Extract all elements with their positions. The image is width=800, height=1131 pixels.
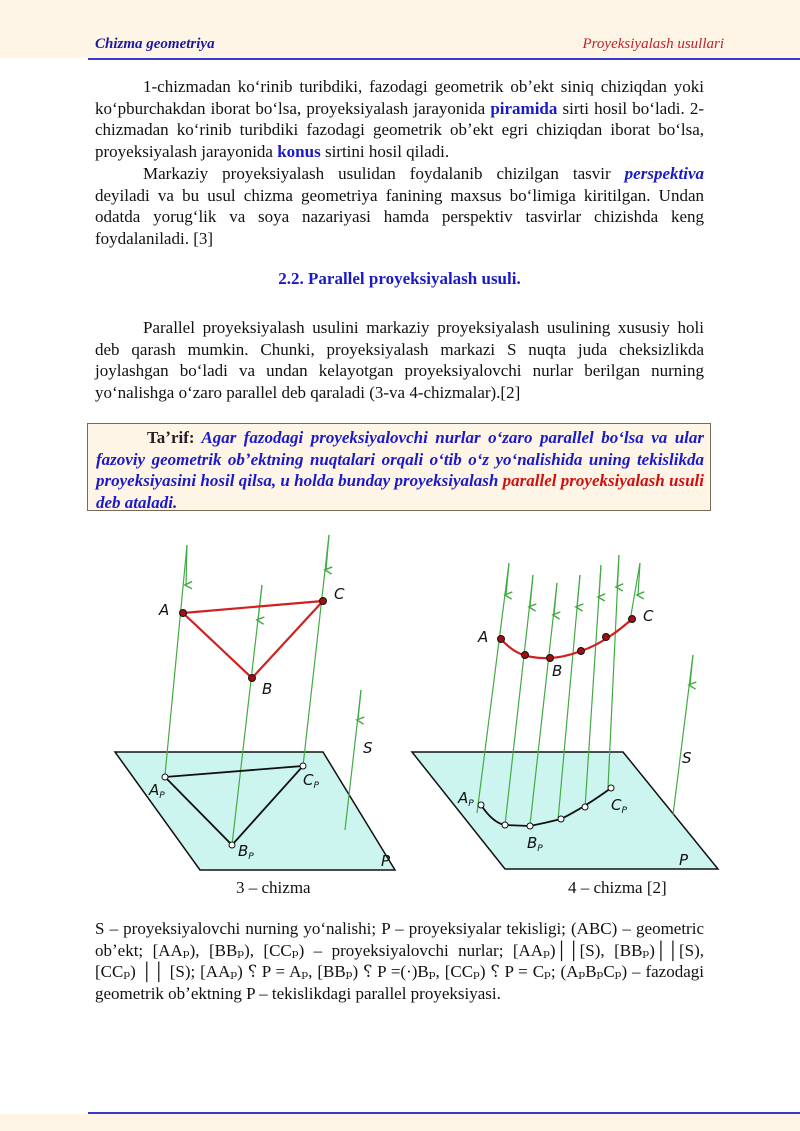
- para1-text-c: sirti hosil boʻladi. 2-chizmadan koʻrinib turibdiki fazodagi geometrik obʼekt egri chiziqdan iborat boʻlsa, proyeksiyalash jarayonida: [95, 98, 704, 162]
- ray-c: [303, 535, 329, 766]
- projection-plane-p: [412, 752, 718, 869]
- header-right-title: Proyeksiyalash usullari: [582, 36, 724, 52]
- paragraph-2: [95, 163, 704, 250]
- label-p: P: [381, 852, 391, 870]
- definition-text: [96, 427, 704, 514]
- para2-text-c: deyiladi va bu usul chizma geometriya fanining maxsus boʻlimiga kiritilgan. Undan odatda yorugʻlik va soya nazariyasi hamda perspektiv tasvirlar chizishda keng foydalaniladi. [3]: [95, 185, 704, 249]
- paragraph-3: [95, 317, 704, 404]
- label-b: B: [552, 662, 563, 680]
- para1-text-e: sirtini hosil qiladi.: [320, 142, 450, 162]
- para1-text-a: 1-chizmadan koʻrinib turibdiki, fazodagi geometrik obʼekt siniq chiziqdan yoki koʻpburchakdan iborat boʻlsa, proyeksiyalash jarayonida: [95, 77, 704, 118]
- paragraph-1: [95, 76, 704, 163]
- label-bp: $B_P$: [527, 834, 543, 854]
- definition-body: Agar fazodagi proyeksiyalovchi nurlar oʻzaro parallel boʻlsa va ular fazoviy geometrik obʼektning nuqtalari orqali oʻtib oʻz yoʻnalishida uning tekislikda proyeksiyasini hosil qilsa, u holda bunday proyeksiyalash: [96, 428, 704, 491]
- label-b: B: [262, 680, 273, 698]
- label-a: A: [159, 601, 170, 619]
- figure-3-parallel-projection: [105, 530, 405, 875]
- label-p: P: [679, 851, 689, 869]
- label-ap: $A_P$: [149, 781, 165, 801]
- figure-4-parallel-projection: [405, 555, 735, 875]
- header-divider: [88, 58, 800, 60]
- figure-3-caption: 3 – chizma: [236, 878, 311, 897]
- label-ap: $A_P$: [458, 789, 474, 809]
- section-heading: 2.2. Parallel proyeksiyalash usuli.: [278, 269, 521, 288]
- figure-legend: S – proyeksiyalovchi nurning yoʻnalishi; P – proyeksiyalar tekisligi; (ABC) – geometric obʼekt; [AAₚ), [BBₚ), [CCₚ) – proyeksiyalovchi nurlar; [AAₚ)││[S), [BBₚ)││[S), [CCₚ) ││ [S); [AAₚ) ⸮ P = Aₚ, [BBₚ) ⸮ P =(·)Bₚ, [CCₚ) ⸮ P = Cₚ; (AₚBₚCₚ) – fazodagi geometrik obʼektning P – tekislikdagi parallel proyeksiyasi.: [95, 919, 704, 1004]
- label-c: C: [643, 607, 654, 625]
- para3-text: Parallel proyeksiyalash usulini markaziy proyeksiyalash usulining xususiy holi deb qarash mumkin. Chunki, proyeksiyalash markazi S nuqta juda cheksizlikda joylashgan boʻladi va undan kelayotgan proyeksiyalovchi nurlar berilgan nurning yoʻnalishga oʻzaro parallel deb qaraladi (3-va 4-chizmalar).[2]: [95, 318, 704, 403]
- label-s: S: [682, 749, 692, 767]
- label-bp: $B_P$: [238, 842, 254, 862]
- curve-abc: [501, 619, 632, 658]
- page-header: [0, 0, 800, 58]
- term-piramida: piramida: [490, 98, 558, 118]
- definition-term: parallel proyeksiyalash usuli: [502, 471, 704, 491]
- ray-a: [165, 545, 187, 775]
- header-left-title: Chizma geometriya: [95, 36, 215, 52]
- label-a: A: [478, 628, 489, 646]
- definition-lead: Taʼrif:: [147, 428, 195, 447]
- definition-tail: deb ataladi.: [96, 493, 178, 513]
- figure-4-caption: 4 – chizma [2]: [568, 878, 667, 897]
- term-perspektiva: perspektiva: [624, 164, 704, 183]
- term-konus: konus: [277, 142, 321, 162]
- para2-text-a: Markaziy proyeksiyalash usulidan foydalanib chizilgan tasvir: [143, 164, 625, 183]
- label-s: S: [363, 739, 373, 757]
- label-cp: $C_P$: [303, 771, 319, 791]
- definition-box: [87, 423, 711, 511]
- label-c: C: [334, 585, 345, 603]
- page-footer: [0, 1114, 800, 1131]
- label-cp: $C_P$: [611, 796, 627, 816]
